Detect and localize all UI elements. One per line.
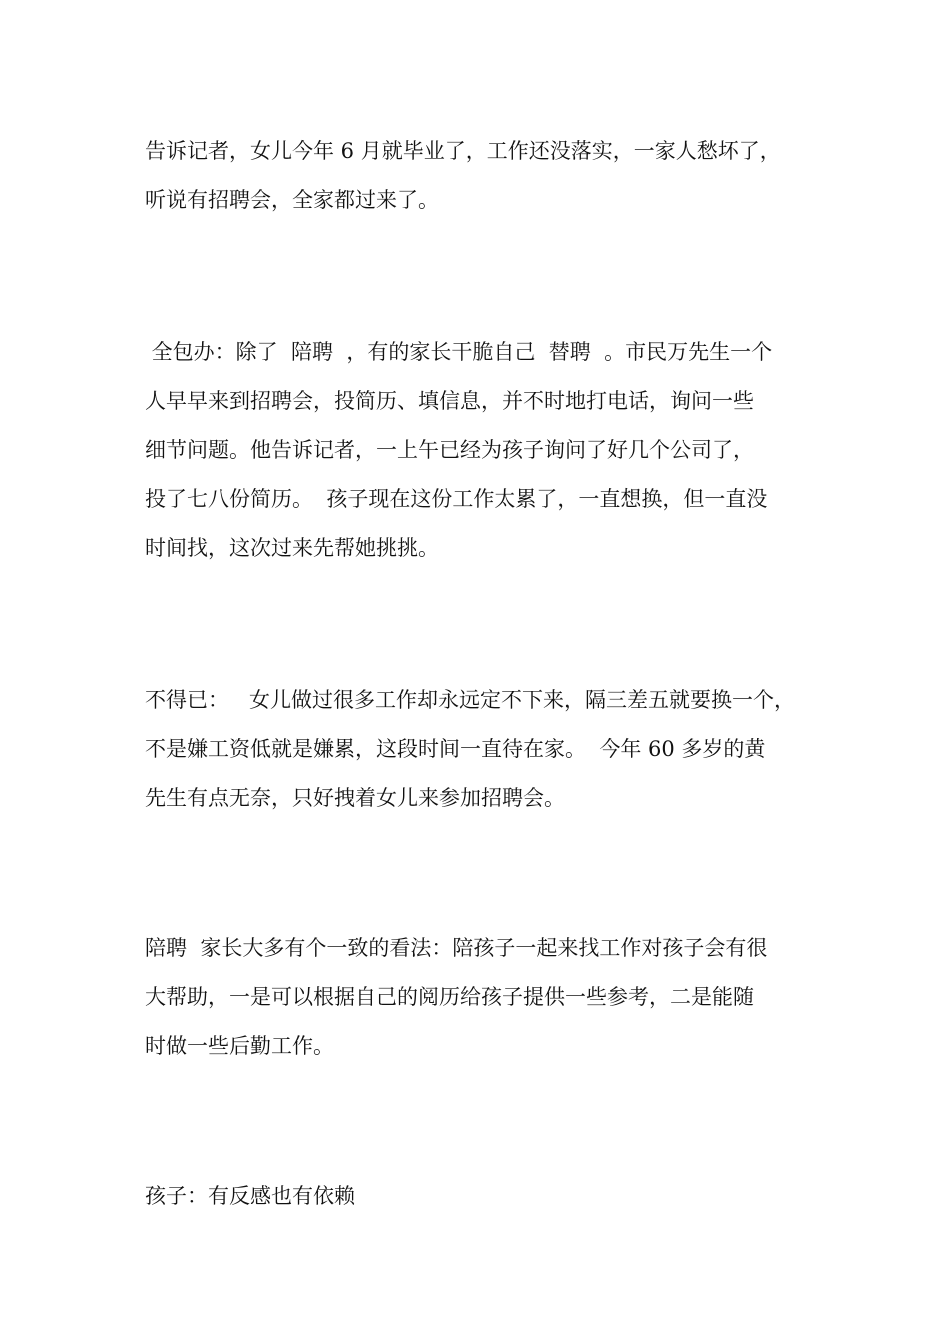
paragraph-3-line-1: 不得已： 女儿做过很多工作却永远定不下来，隔三差五就要换一个， (145, 688, 796, 712)
paragraph-2-line-3: 细节问题。他告诉记者，一上午已经为孩子询问了好几个公司了， (145, 438, 754, 462)
paragraph-4-line-3: 时做一些后勤工作。 (145, 1034, 334, 1058)
paragraph-2-line-1: 全包办：除了 陪聘 ，有的家长干脆自己 替聘 。市民万先生一个 (145, 340, 773, 364)
paragraph-3-line-2: 不是嫌工资低就是嫌累，这段时间一直待在家。 今年 60 多岁的黄 (145, 737, 766, 761)
paragraph-3-line-3: 先生有点无奈，只好拽着女儿来参加招聘会。 (145, 786, 565, 810)
paragraph-2-line-5: 时间找，这次过来先帮她挑挑。 (145, 536, 439, 560)
paragraph-2-line-4: 投了七八份简历。 孩子现在这份工作太累了，一直想换，但一直没 (145, 487, 768, 511)
paragraph-4-line-2: 大帮助，一是可以根据自己的阅历给孩子提供一些参考，二是能随 (145, 985, 754, 1009)
paragraph-4-line-1: 陪聘 家长大多有个一致的看法：陪孩子一起来找工作对孩子会有很 (145, 936, 768, 960)
paragraph-5-line-1: 孩子：有反感也有依赖 (145, 1184, 355, 1208)
paragraph-2-line-2: 人早早来到招聘会，投简历、填信息，并不时地打电话，询问一些 (145, 389, 754, 413)
paragraph-1-line-1: 告诉记者，女儿今年 6 月就毕业了，工作还没落实，一家人愁坏了， (145, 139, 781, 163)
paragraph-1-line-2: 听说有招聘会，全家都过来了。 (145, 188, 439, 212)
